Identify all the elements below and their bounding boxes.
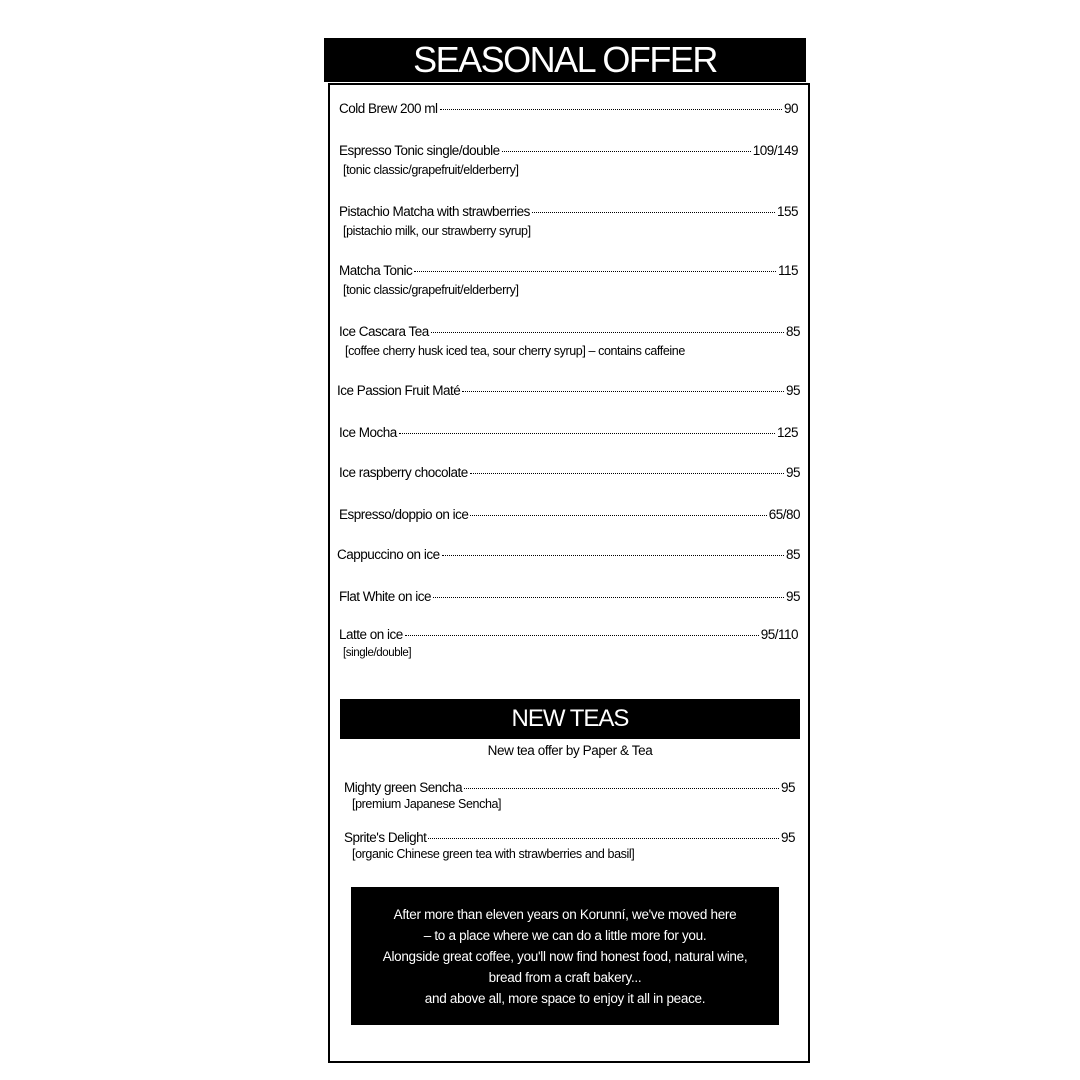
dot-leader: [414, 271, 776, 272]
message-line: and above all, more space to enjoy it all in peace.: [424, 990, 706, 1006]
menu-item: [344, 829, 795, 847]
dot-leader: [464, 788, 779, 789]
item-name: Cold Brew 200 ml: [339, 101, 438, 116]
new-teas-title: NEW TEAS: [511, 705, 629, 732]
menu-item: [339, 203, 798, 221]
item-name: Espresso/doppio on ice: [339, 507, 469, 522]
item-price: 90: [783, 101, 798, 116]
menu-item: [344, 779, 795, 797]
item-note: [tonic classic/grapefruit/elderberry]: [343, 283, 519, 297]
item-note: [tonic classic/grapefruit/elderberry]: [343, 163, 519, 177]
item-note: [organic Chinese green tea with strawberries and basil]: [352, 847, 635, 861]
menu-item: [339, 588, 800, 606]
item-price: 95: [780, 780, 795, 795]
menu-item: [337, 546, 800, 564]
menu-item: [339, 464, 800, 482]
item-price: 95: [780, 830, 795, 845]
item-note: [premium Japanese Sencha]: [352, 797, 502, 811]
message-line: After more than eleven years on Korunní, we've moved here: [393, 906, 737, 922]
message-line: – to a place where we can do a little more for you.: [423, 927, 707, 943]
item-name: Ice Passion Fruit Maté: [337, 383, 461, 398]
item-note: [pistachio milk, our strawberry syrup]: [343, 224, 531, 238]
dot-leader: [442, 555, 784, 556]
dot-leader: [431, 332, 784, 333]
menu-item: [339, 262, 798, 280]
new-teas-subtitle: New tea offer by Paper & Tea: [487, 743, 653, 758]
menu-item: [339, 626, 798, 644]
dot-leader: [502, 151, 751, 152]
item-price: 115: [777, 263, 798, 278]
item-name: Flat White on ice: [339, 589, 432, 604]
item-price: 95: [785, 589, 800, 604]
relocation-message: [351, 887, 779, 1025]
item-name: Mighty green Sencha: [344, 780, 463, 795]
message-line: Alongside great coffee, you'll now find honest food, natural wine,: [382, 948, 748, 964]
dot-leader: [428, 838, 779, 839]
menu-item: [339, 142, 798, 160]
menu-item: [339, 323, 800, 341]
item-name: Pistachio Matcha with strawberries: [339, 204, 530, 219]
item-name: Sprite's Delight: [344, 830, 427, 845]
dot-leader: [462, 391, 784, 392]
seasonal-offer-title: SEASONAL OFFER: [413, 39, 717, 80]
item-name: Ice Mocha: [339, 425, 397, 440]
item-name: Ice Cascara Tea: [339, 324, 429, 339]
item-name: Cappuccino on ice: [337, 547, 440, 562]
menu-item: [339, 506, 800, 524]
message-line: bread from a craft bakery...: [488, 969, 642, 985]
item-name: Espresso Tonic single/double: [339, 143, 500, 158]
item-name: Matcha Tonic: [339, 263, 413, 278]
dot-leader: [440, 109, 782, 110]
item-price: 85: [785, 547, 800, 562]
dot-leader: [399, 433, 775, 434]
item-note: [coffee cherry husk iced tea, sour cherry syrup] – contains caffeine: [345, 344, 685, 358]
item-price: 65/80: [768, 507, 800, 522]
dot-leader: [470, 515, 766, 516]
item-price: 155: [776, 204, 798, 219]
dot-leader: [405, 635, 759, 636]
menu-item: [337, 382, 800, 400]
dot-leader: [470, 473, 784, 474]
new-teas-header: [340, 699, 800, 739]
item-name: Ice raspberry chocolate: [339, 465, 468, 480]
item-price: 85: [785, 324, 800, 339]
menu-item: [339, 100, 798, 118]
dot-leader: [532, 212, 775, 213]
item-price: 125: [776, 425, 798, 440]
item-name: Latte on ice: [339, 627, 403, 642]
menu-item: [339, 424, 798, 442]
item-price: 95/110: [760, 627, 798, 642]
dot-leader: [433, 597, 784, 598]
item-price: 109/149: [752, 143, 798, 158]
seasonal-offer-header: [324, 38, 806, 82]
item-note: [single/double]: [343, 647, 412, 659]
item-price: 95: [785, 465, 800, 480]
item-price: 95: [785, 383, 800, 398]
